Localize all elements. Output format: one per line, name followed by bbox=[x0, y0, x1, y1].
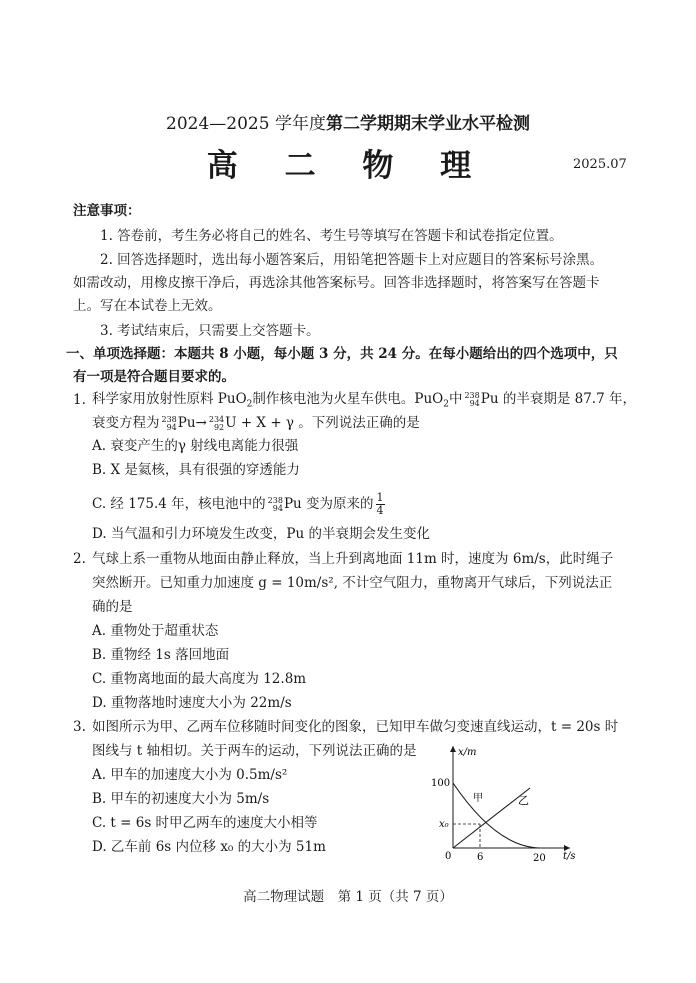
exam-date: 2025.07 bbox=[573, 157, 627, 172]
q1-line-2 bbox=[92, 410, 420, 436]
fraction-numerator: 1 bbox=[376, 490, 384, 504]
q3-option-c: C. t = 6s 时甲乙两车的速度大小相等 bbox=[92, 815, 318, 831]
q1-text-a: 科学家用放射性原料 PuO bbox=[92, 391, 247, 407]
q2-option-a: A. 重物处于超重状态 bbox=[92, 623, 219, 639]
q1-eq-rest: U + X + γ 。下列说法正确的是 bbox=[225, 415, 420, 431]
pu-z: 94 bbox=[469, 398, 480, 408]
label-jia: 甲 bbox=[473, 793, 483, 804]
subject-title: 高 二 物 理 bbox=[206, 148, 490, 184]
notice-item-2-line-2: 如需改动，用橡皮擦干净后，再选涂其他答案标号。回答非选择题时，将答案写在答题卡 bbox=[73, 275, 600, 291]
origin-label: 0 bbox=[445, 851, 452, 862]
x-axis-label: t/s bbox=[563, 851, 576, 862]
q1-eq-pu: Pu→ bbox=[177, 415, 207, 431]
pu-isotope-c bbox=[268, 497, 283, 513]
q1-text-b: 制作核电池为火星车供电。PuO bbox=[252, 391, 444, 407]
u-mass: 234 bbox=[208, 414, 225, 424]
exam-header bbox=[0, 109, 696, 134]
page-footer: 高二物理试题 第 1 页（共 7 页） bbox=[243, 889, 453, 905]
label-yi: 乙 bbox=[518, 794, 529, 807]
q2-option-d: D. 重物落地时速度大小为 22m/s bbox=[92, 695, 292, 711]
notice-item-3: 3. 考试结束后，只需要上交答题卡。 bbox=[100, 323, 320, 339]
pu-mass-eq: 238 bbox=[161, 414, 177, 424]
notice-item-1: 1. 答卷前，考生务必将自己的姓名、考生号等填写在答题卡和试卷指定位置。 bbox=[100, 228, 563, 244]
q1-option-b: B. X 是氦核，具有很强的穿透能力 bbox=[92, 462, 300, 478]
x-tick-6: 6 bbox=[477, 852, 484, 863]
pu-z-c: 94 bbox=[272, 503, 283, 513]
q1-sub-2b: 2 bbox=[443, 399, 449, 410]
q1-number: 1. bbox=[73, 392, 86, 408]
pu-mass: 238 bbox=[464, 390, 480, 400]
q1-text-c: 中 bbox=[448, 391, 463, 407]
exam-name: 第二学期期末学业水平检测 bbox=[325, 114, 530, 134]
year-range: 2024—2025 学年度 bbox=[166, 114, 326, 134]
q2-line-1: 气球上系一重物从地面由静止释放，当上升到离地面 11m 时，速度为 6m/s，此时绳子 bbox=[92, 551, 614, 567]
q1-option-c-text-a: C. 经 175.4 年，核电池中的 bbox=[92, 496, 266, 512]
q1-eq-prefix: 衰变方程为 bbox=[92, 415, 160, 431]
q3-option-d: D. 乙车前 6s 内位移 x₀ 的大小为 51m bbox=[92, 839, 326, 855]
q2-option-c: C. 重物离地面的最大高度为 12.8m bbox=[92, 671, 307, 687]
u-isotope bbox=[209, 416, 224, 432]
q3-option-a: A. 甲车的加速度大小为 0.5m/s² bbox=[92, 767, 288, 783]
q1-text-d: Pu 的半衰期是 87.7 年， bbox=[480, 391, 636, 407]
y-tick-100: 100 bbox=[431, 778, 451, 789]
section-1-heading-line-2: 有一项是符合题目要求的。 bbox=[73, 369, 235, 385]
x-tick-20: 20 bbox=[533, 853, 546, 864]
q2-option-b: B. 重物经 1s 落回地面 bbox=[92, 647, 230, 663]
q3-option-b: B. 甲车的初速度大小为 5m/s bbox=[92, 791, 270, 807]
pu-z-eq: 94 bbox=[166, 422, 177, 432]
q1-option-a: A. 衰变产生的γ 射线电离能力很强 bbox=[92, 438, 299, 454]
section-1-heading-line-1: 一、单项选择题：本题共 8 小题，每小题 3 分，共 24 分。在每小题给出的四个选项中，只 bbox=[66, 346, 618, 362]
q3-line-2: 图线与 t 轴相切。关于两车的运动，下列说法正确的是 bbox=[92, 743, 417, 759]
fraction-denominator: 4 bbox=[376, 504, 384, 517]
q1-sub-2a: 2 bbox=[246, 399, 253, 410]
pu-isotope bbox=[464, 392, 479, 408]
y-tick-x0: x₀ bbox=[439, 819, 449, 830]
notice-item-2-line-1: 2. 回答选择题时，选出每小题答案后，用铅笔把答题卡上对应题目的答案标号涂黑。 bbox=[100, 252, 604, 268]
position-time-graph bbox=[420, 738, 590, 868]
pu-isotope-eq bbox=[162, 416, 177, 432]
q1-option-d: D. 当气温和引力环境发生改变，Pu 的半衰期会发生变化 bbox=[92, 526, 430, 542]
q2-line-3: 确的是 bbox=[92, 599, 133, 615]
q3-line-1: 如图所示为甲、乙两车位移随时间变化的图象，已知甲车做匀变速直线运动，t = 20s 时 bbox=[92, 719, 619, 735]
notice-heading: 注意事项： bbox=[73, 203, 141, 219]
q1-option-c bbox=[92, 484, 385, 524]
y-axis-label: x/m bbox=[458, 747, 477, 758]
notice-item-2-line-3: 上。写在本试卷上无效。 bbox=[73, 298, 222, 314]
pu-mass-c: 238 bbox=[267, 495, 283, 505]
fraction-one-quarter bbox=[376, 492, 385, 517]
u-z: 92 bbox=[213, 422, 225, 432]
q2-number: 2. bbox=[73, 551, 86, 567]
q1-option-c-text-b: Pu 变为原来的 bbox=[283, 496, 374, 512]
q3-number: 3. bbox=[73, 719, 86, 735]
q2-line-2: 突然断开。已知重力加速度 g = 10m/s², 不计空气阻力，重物离开气球后，下列说法正 bbox=[92, 575, 613, 591]
